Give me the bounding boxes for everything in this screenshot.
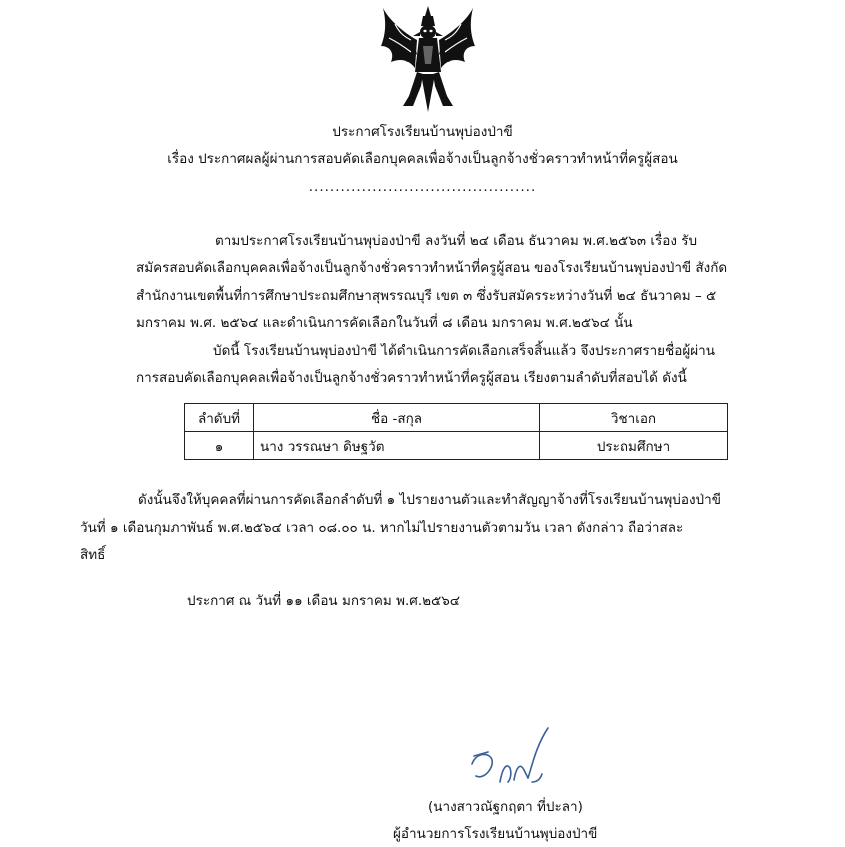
para3-line3: สิทธิ์ [80,547,106,563]
signer-title: ผู้อำนวยการโรงเรียนบ้านพุบ่องป่าขี [393,826,598,842]
para1-line3: สำนักงานเขตพื้นที่การศึกษาประถมศึกษาสุพรรณบุรี เขต ๓ ซึ่งรับสมัครระหว่างวันที่ ๒๔ ธันวาคม – ๕ [136,288,717,304]
cell-rank: ๑ [185,432,254,460]
document-subject: เรื่อง ประกาศผลผู้ผ่านการสอบคัดเลือกบุคคลเพื่อจ้างเป็นลูกจ้างชั่วคราวทำหน้าที่ครูผู้สอน [167,151,678,167]
header-name: ชื่อ -สกุล [254,404,540,432]
para2-line2: การสอบคัดเลือกบุคคลเพื่อจ้างเป็นลูกจ้างชั่วคราวทำหน้าที่ครูผู้สอน เรียงตามลำดับที่สอบได้ ดังนี้ [136,370,687,386]
signer-name: (นางสาวณัฐกฤตา ที่ปะลา) [428,799,583,815]
cell-name: นาง วรรณษา ดิษฐวัต [254,432,540,460]
para1-line4: มกราคม พ.ศ. ๒๕๖๔ และดำเนินการคัดเลือกในวันที่ ๘ เดือน มกราคม พ.ศ.๒๕๖๔ นั้น [136,315,633,331]
signature-mark [462,722,562,792]
table-row [185,432,728,460]
header-major: วิชาเอก [540,404,728,432]
cell-major: ประถมศึกษา [540,432,728,460]
announce-date: ประกาศ ณ วันที่ ๑๑ เดือน มกราคม พ.ศ.๒๕๖๔ [187,593,461,609]
para3-line1: ดังนั้นจึงให้บุคคลที่ผ่านการคัดเลือกลำดับที่ ๑ ไปรายงานตัวและทำสัญญาจ้างที่โรงเรียนบ้านพุบ่องป่าขี [138,492,721,508]
header-rank: ลำดับที่ [185,404,254,432]
para2-line1: บัดนี้ โรงเรียนบ้านพุบ่องป่าขี ได้ดำเนินการคัดเลือกเสร็จสิ้นแล้ว จึงประกาศรายชื่อผู้ผ่าน [213,343,715,359]
para1-line1: ตามประกาศโรงเรียนบ้านพุบ่องป่าขี ลงวันที่ ๒๔ เดือน ธันวาคม พ.ศ.๒๕๖๓ เรื่อง รับ [215,233,698,249]
result-table [184,403,728,460]
divider-dots: ........................................... [308,179,537,195]
table-header-row [185,404,728,432]
para3-line2: วันที่ ๑ เดือนกุมภาพันธ์ พ.ศ.๒๕๖๔ เวลา ๐๘.๐๐ น. หากไม่ไปรายงานตัวตามวัน เวลา ดังกล่าว ถือว่าสละ [80,520,684,536]
garuda-emblem [373,2,483,122]
para1-line2: สมัครสอบคัดเลือกบุคคลเพื่อจ้างเป็นลูกจ้างชั่วคราวทำหน้าที่ครูผู้สอน ของโรงเรียนบ้านพุบ่องป่าขี สังกัด [136,260,728,276]
document-heading: ประกาศโรงเรียนบ้านพุบ่องป่าขี [332,124,513,140]
